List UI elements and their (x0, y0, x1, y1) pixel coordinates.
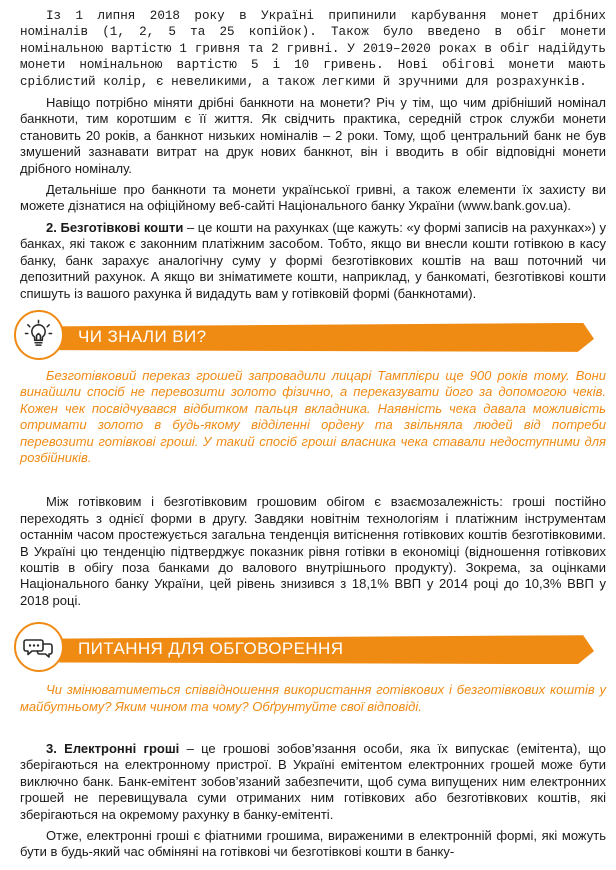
banner-title: ЧИ ЗНАЛИ ВИ? (78, 326, 207, 346)
banner-icon-circle (14, 622, 64, 672)
page-content (20, 8, 606, 861)
paragraph-nbu-website: Детальніше про банкноти та монети української гривні, а також елементи їх захисту ви можете дізнатися на офіційному веб-сайті Національного банку України (www.bank.gov.ua). (20, 182, 606, 214)
discussion-question-text: Чи змінюватиметься співвідношення використання готівкових і безготівкових коштів у майбутньому? Яким чином та чому? Обґрунтуйте свої відповіді. (20, 682, 606, 714)
section-non-cash-funds (20, 220, 606, 302)
paragraph-fiat-electronic: Отже, електронні гроші є фіатними грошима, вираженими в електронній формі, які можуть бути в будь-який час обміняні на готівкові чи безготівкові кошти в банку- (20, 828, 606, 860)
banner-icon-circle (14, 310, 64, 360)
paragraph-banknotes-to-coins: Навіщо потрібно міняти дрібні банкноти на монети? Річ у тім, що чим дрібніший номінал банкноти, тим коротшим є її життя. Як свідчить практика, середній строк служби монети становить 20 років, а банкнот низьких номіналів – 2 роки. Тому, щоб центральний банк не був змушений зазнавати витрат на друк нових банкнот, він і вводить в обіг відповідні монети дрібного номіналу. (20, 95, 606, 176)
banner-discussion (14, 622, 606, 678)
lightbulb-icon (23, 319, 54, 350)
banner-title: ПИТАННЯ ДЛЯ ОБГОВОРЕННЯ (78, 639, 344, 659)
term-electronic-money: 3. Електронні гроші (46, 741, 180, 756)
section-electronic-money (20, 741, 606, 823)
paragraph-coins: Із 1 липня 2018 року в Україні припинили карбування монет дрібних номіналів (1, 2, 5 та 25 копійок). Також було введено в обіг монети номінальною вартістю 1 гривня та 2 гривні. У 2019–2020 роках в обіг надійдуть монети номінальною вартістю 5 і 10 гривень. Нові обігові монети мають сріблистий колір, є невеликими, а також легкими й зручними для розрахунків. (20, 9, 606, 89)
definition-non-cash-funds: – це кошти на рахунках (ще кажуть: «у формі записів на рахунках») у банках, які також є законним платіжним засобом. Тобто, якщо ви внесли кошти готівкою в касу банку, банк зарахує аналогічну суму у формі безготівкових коштів на ваш поточний чи депозитний рахунок. А якщо ви зніматимете кошти, наприклад, у банкоматі, безготівкові кошти спишуть із вашого рахунка й видадуть вам у готівковій формі (банкнотами). (20, 219, 606, 301)
did-you-know-text: Безготівковий переказ грошей запровадили лицарі Тамплієри ще 900 років тому. Вони винайшли спосіб не перевозити золото фізично, а переказувати його за допомогою чеків. Кожен чек посвідчувався відбитком пальця вкладника. Наявність чека давала можливість отримати золото в будь-якому відділенні ордену та звільняла людей від потреби перевозити готівкові гроші. У такий спосіб гроші власника чека ставали недоступними для розбійників. (20, 367, 606, 465)
speech-bubbles-icon (23, 631, 55, 663)
definition-electronic-money: – це грошові зобов’язання особи, яка їх випускає (емітента), що зберігаються на електронному пристрої. В Україні емітентом електронних грошей може бути виключно банк. Банк-емітент зобов’язаний забезпечити, щоб сума випущених ним електронних грошей не перевищувала суми отриманих ним готівкових або безготівкових коштів, які зберігаються на окремому рахунку в банку-емітенті. (20, 741, 607, 822)
banner-did-you-know (14, 310, 606, 366)
term-non-cash-funds: 2. Безготівкові кошти (46, 219, 184, 235)
paragraph-interdependence: Між готівковим і безготівковим грошовим обігом є взаємозалежність: гроші постійно переходять з однієї форми в другу. Завдяки новітнім технологіям і платіжним інструментам останнім часом простежується загальна тенденція витіснення готівкових коштів безготівковими. В Україні цю тенденцію підтверджує показник рівня готівки в економіці (відношення готівкових коштів в обігу поза банками до валового внутрішнього продукту). Зокрема, за оцінками Національного банку України, цей рівень знизився з 18,1% ВВП у 2014 році до 10,3% ВВП у 2018 році. (20, 494, 606, 608)
